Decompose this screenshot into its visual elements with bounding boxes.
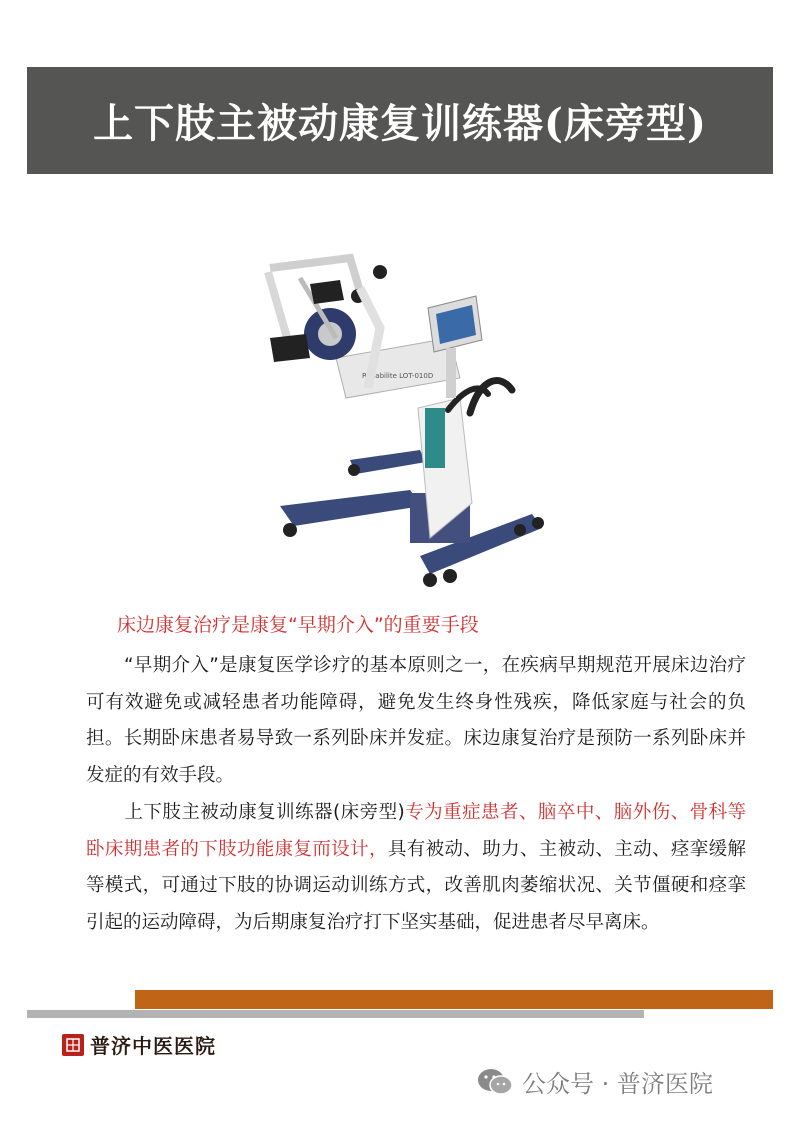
device-model-label: Rehabilite LOT-010D (362, 372, 434, 380)
decor-orange-bar (135, 990, 773, 1009)
paragraph-2-lead: 上下肢主被动康复训练器(床旁型) (124, 802, 405, 823)
paragraph-2-rest: 具有被动、助力、主被动、主动、痉挛缓解等模式，可通过下肢的协调运动训练方式，改善肌肉萎缩状况、关节僵硬和痉挛引起的运动障碍，为后期康复治疗打下坚实基础，促进患者尽早离床。 (86, 838, 746, 933)
hospital-logo (62, 1030, 216, 1059)
section-subtitle: 床边康复治疗是康复“早期介入”的重要手段 (117, 614, 479, 636)
paragraph-2 (86, 795, 746, 941)
hospital-name: 普济中医医院 (90, 1034, 216, 1058)
paragraph-2-highlight: 专为重症患者、脑卒中、脑外伤、骨科等卧床期患者的下肢功能康复而设计， (86, 802, 746, 860)
wechat-icon (476, 1067, 514, 1097)
paragraph-1 (86, 648, 746, 794)
device-image (250, 238, 560, 593)
page-title: 上下肢主被动康复训练器(床旁型) (93, 100, 707, 147)
title-banner (27, 67, 773, 174)
decor-gray-bar (27, 1010, 644, 1018)
seal-icon (62, 1034, 84, 1056)
wechat-watermark (476, 1064, 713, 1099)
watermark-text: 公众号 · 普济医院 (522, 1070, 713, 1098)
paragraph-1-text: “早期介入”是康复医学诊疗的基本原则之一，在疾病早期规范开展床边治疗可有效避免或减轻患者功能障碍，避免发生终身性残疾，降低家庭与社会的负担。长期卧床患者易导致一系列卧床并发症。床边康复治疗是预防一系列卧床并发症的有效手段。 (86, 655, 746, 786)
device-base (280, 450, 542, 574)
